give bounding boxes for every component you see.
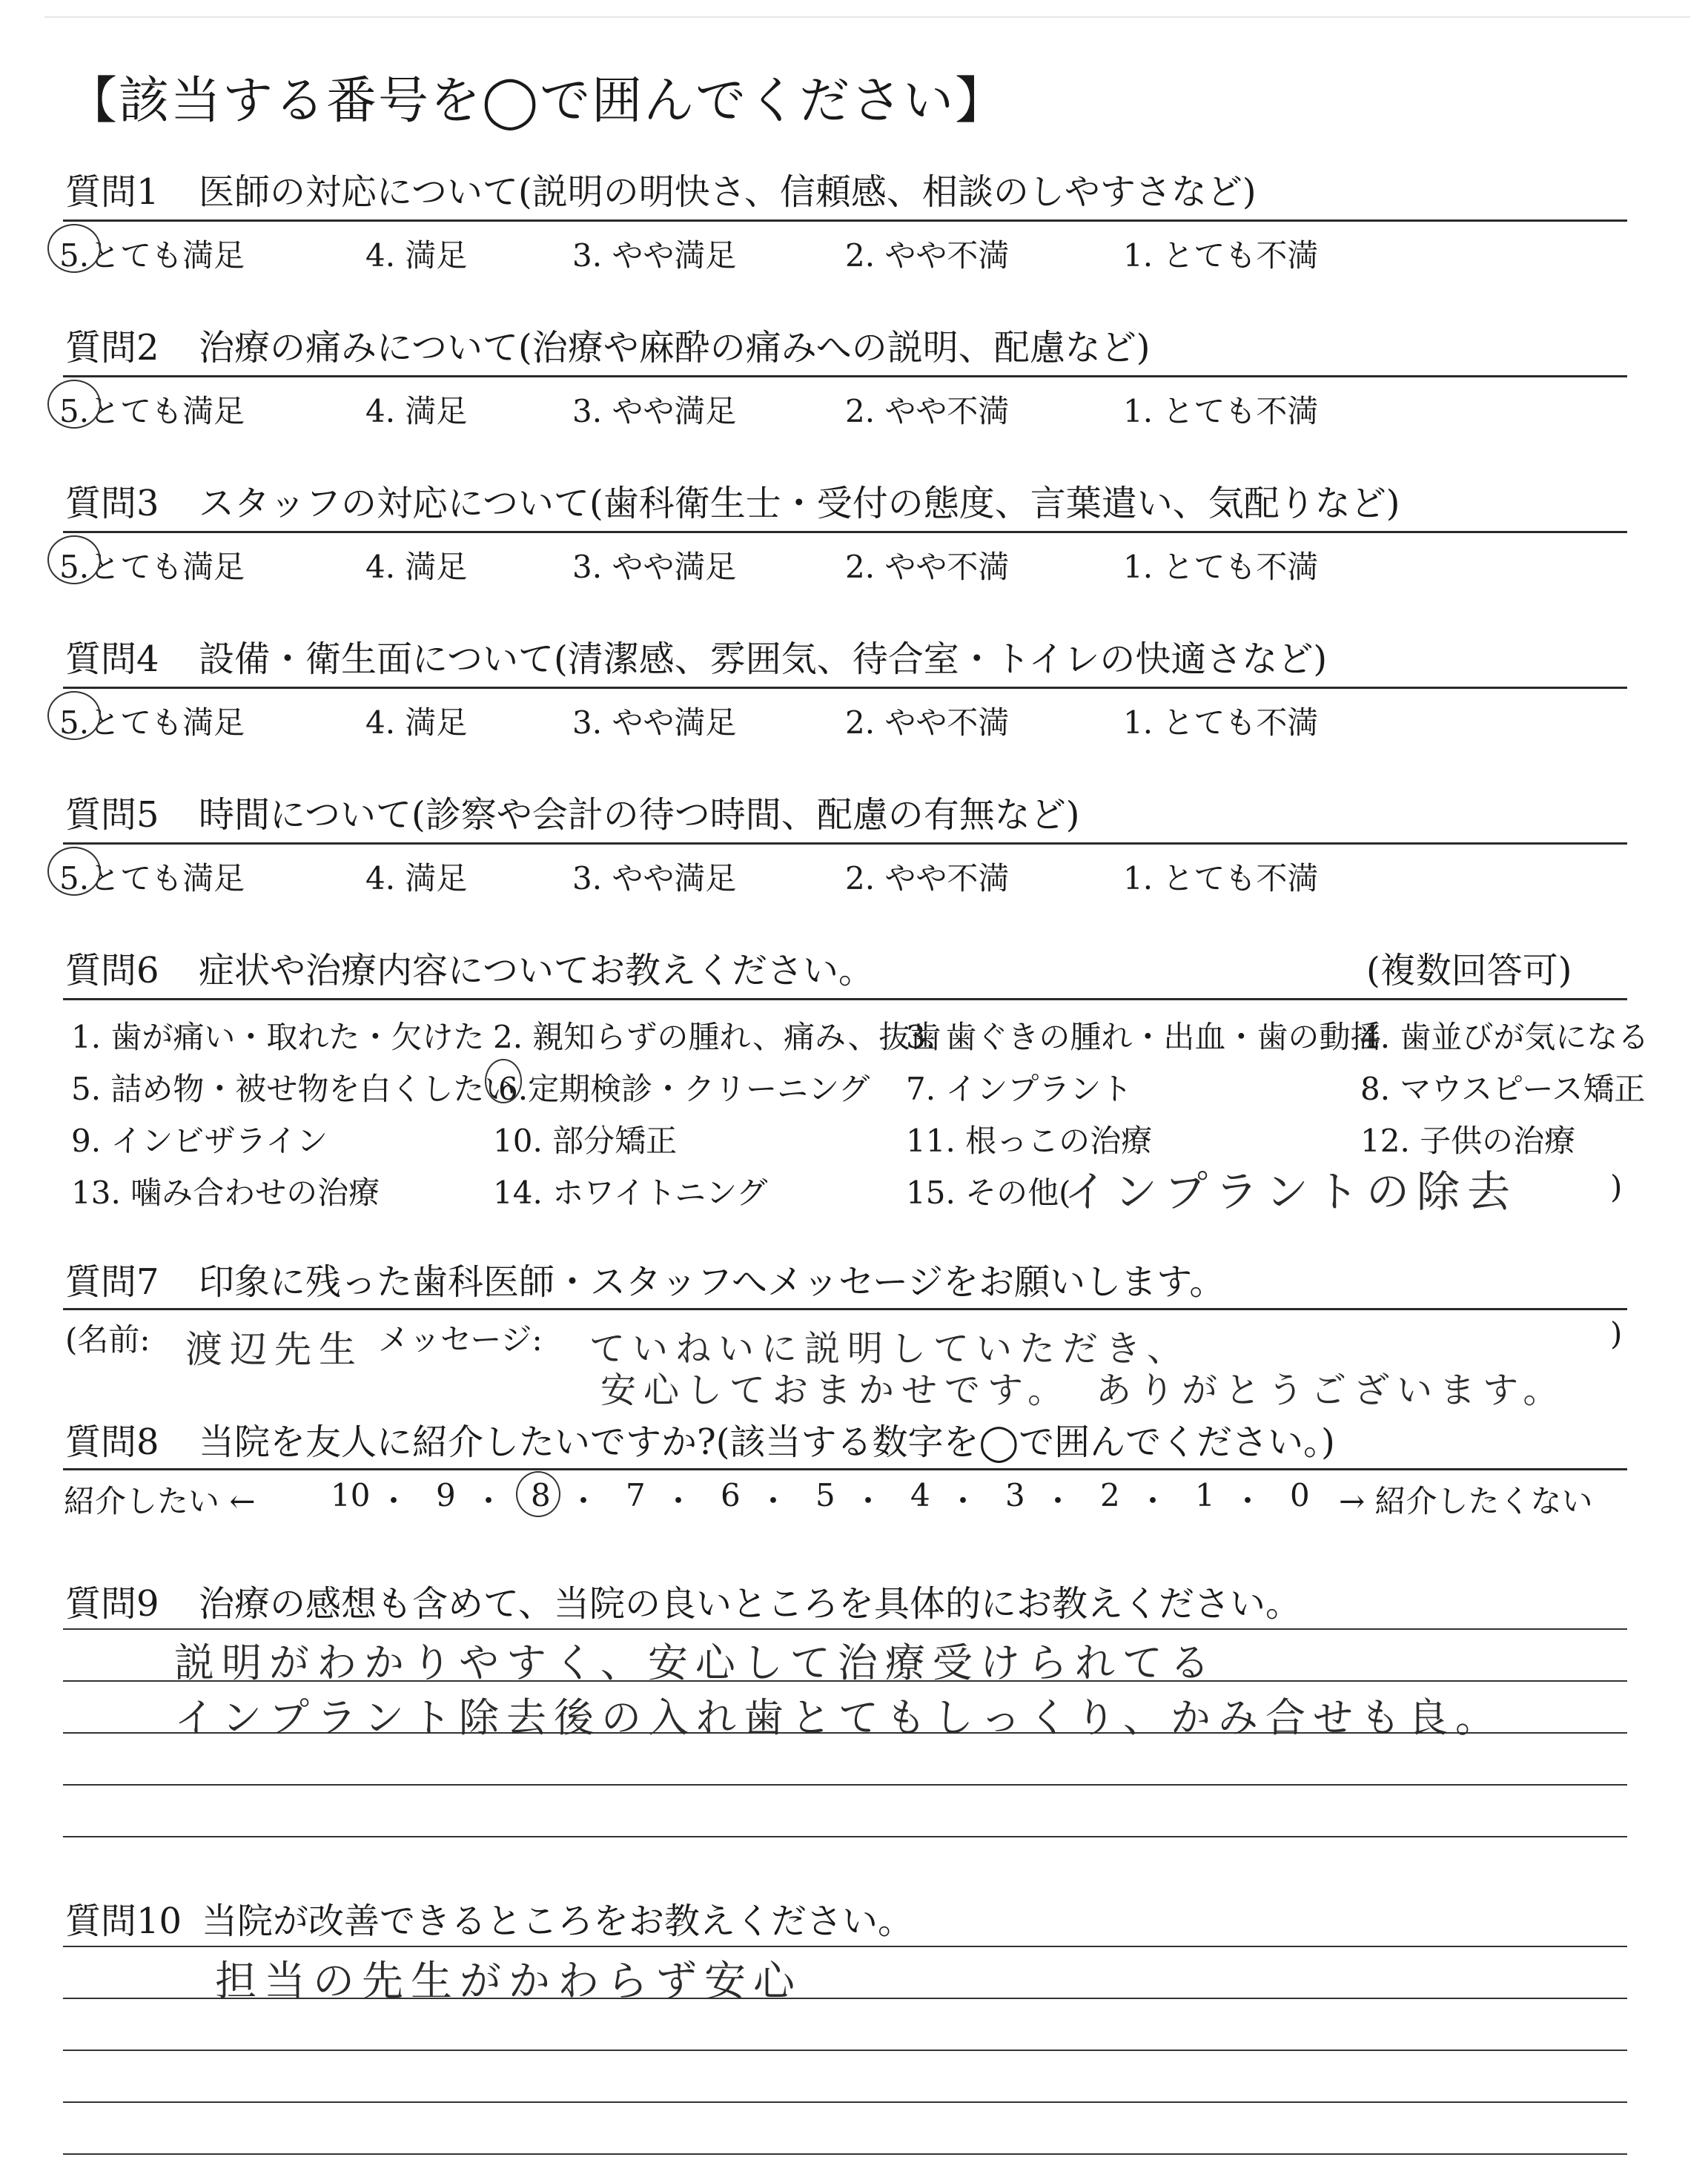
question-number: 質問7 [65, 1261, 159, 1303]
option-3[interactable]: 3. やや満足 [572, 393, 737, 429]
question-text: 症状や治療内容についてお教えください。 [199, 950, 875, 991]
question-7 [65, 1253, 1225, 1304]
symptom-item[interactable]: 12. 子供の治療 [1360, 1123, 1576, 1159]
question-1 [65, 163, 1257, 214]
scale-value-3[interactable]: 3 [1005, 1477, 1025, 1513]
selection-circle [47, 380, 101, 429]
scale-value-1[interactable]: 1 [1195, 1477, 1215, 1513]
scan-edge [44, 16, 1690, 18]
question-rule [63, 687, 1627, 689]
scale-value-7[interactable]: 7 [626, 1477, 646, 1513]
question-2 [65, 319, 1151, 370]
scale-value-0[interactable]: 0 [1290, 1477, 1310, 1513]
option-4[interactable]: 4. 満足 [365, 860, 468, 896]
selection-circle [47, 847, 101, 896]
scale-value-9[interactable]: 9 [436, 1477, 456, 1513]
option-4[interactable]: 4. 満足 [365, 237, 468, 274]
selection-circle [47, 224, 101, 273]
improvement-handwritten-line1: 担当の先生がかわらず安心 [215, 1958, 802, 2006]
question-text: 設備・衛生面について(清潔感、雰囲気、待合室・トイレの快適さなど) [199, 638, 1328, 680]
scale-value-8[interactable]: 8 [531, 1477, 551, 1513]
question-number: 質問1 [65, 171, 159, 213]
option-5[interactable]: 5.とても満足 [59, 549, 245, 585]
scale-left-label: 紹介したい ← [64, 1483, 256, 1519]
question-rule [63, 998, 1627, 1000]
answer-line [63, 1628, 1627, 1630]
scale-separator: ・ [473, 1483, 505, 1519]
question-10 [65, 1892, 913, 1943]
question-number: 質問3 [65, 483, 159, 524]
scale-separator: ・ [568, 1483, 600, 1519]
option-1[interactable]: 1. とても不満 [1123, 237, 1319, 274]
option-5[interactable]: 5.とても満足 [59, 237, 245, 274]
selection-circle [516, 1471, 560, 1517]
scale-value-2[interactable]: 2 [1100, 1477, 1120, 1513]
question-text: 時間について(診察や会計の待つ時間、配慮の有無など) [199, 794, 1080, 836]
answer-line [63, 2153, 1627, 2155]
question-6 [65, 942, 1572, 993]
option-3[interactable]: 3. やや満足 [572, 704, 737, 741]
option-2[interactable]: 2. やや不満 [845, 549, 1010, 585]
question-number: 質問9 [65, 1583, 159, 1625]
option-4[interactable]: 4. 満足 [365, 704, 468, 741]
option-5[interactable]: 5.とても満足 [59, 393, 245, 429]
symptom-item[interactable]: 8. マウスピース矯正 [1360, 1071, 1646, 1107]
question-number: 質問6 [65, 950, 159, 991]
question-rule [63, 842, 1627, 845]
question-3 [65, 475, 1400, 526]
selection-circle [485, 1059, 522, 1103]
other-handwritten-answer: インプラントの除去 [1064, 1166, 1518, 1217]
answer-line [63, 2050, 1627, 2051]
scale-value-5[interactable]: 5 [815, 1477, 835, 1513]
symptom-item[interactable]: 14. ホワイトニング [493, 1175, 768, 1211]
symptom-item[interactable]: 5. 詰め物・被せ物を白くしたい [71, 1071, 516, 1107]
option-3[interactable]: 3. やや満足 [572, 549, 737, 585]
option-3[interactable]: 3. やや満足 [572, 237, 737, 274]
question-number: 質問2 [65, 327, 159, 369]
scale-separator: ・ [947, 1483, 979, 1519]
symptom-item[interactable]: 1. 歯が痛い・取れた・欠けた [71, 1019, 485, 1055]
answer-line [63, 1784, 1627, 1786]
option-5[interactable]: 5.とても満足 [59, 704, 245, 741]
instruction-title: 【該当する番号を◯で囲んでください】 [67, 72, 1007, 131]
question-rule [63, 1468, 1627, 1470]
question-text: 医師の対応について(説明の明快さ、信頼感、相談のしやすさなど) [199, 171, 1257, 213]
question-text: 印象に残った歯科医師・スタッフへメッセージをお願いします。 [199, 1261, 1225, 1303]
name-handwritten: 渡辺先生 [185, 1328, 363, 1371]
good-points-handwritten-line2: インプラント除去後の入れ歯とてもしっくり、かみ合せも良。 [174, 1694, 1503, 1741]
scale-separator: ・ [663, 1483, 695, 1519]
question-rule [63, 1308, 1627, 1310]
question-rule [63, 531, 1627, 533]
question-text: 当院を友人に紹介したいですか?(該当する数字を◯で囲んでください。) [199, 1421, 1335, 1463]
scale-separator: ・ [853, 1483, 884, 1519]
scale-separator: ・ [1137, 1483, 1169, 1519]
message-close-paren: ) [1610, 1315, 1623, 1352]
option-5[interactable]: 5.とても満足 [59, 860, 245, 896]
option-2[interactable]: 2. やや不満 [845, 860, 1010, 896]
question-number: 質問5 [65, 794, 159, 836]
name-label: (名前: [65, 1321, 150, 1358]
question-rule [63, 375, 1627, 377]
symptom-item-other[interactable]: 15. その他( [906, 1175, 1071, 1211]
scale-value-4[interactable]: 4 [910, 1477, 930, 1513]
option-1[interactable]: 1. とても不満 [1123, 393, 1319, 429]
question-text: 治療の痛みについて(治療や麻酔の痛みへの説明、配慮など) [199, 327, 1151, 369]
question-number: 質問10 [65, 1900, 182, 1942]
question-8 [65, 1413, 1335, 1464]
question-rule [63, 219, 1627, 222]
message-label: メッセージ: [378, 1321, 543, 1358]
question-9 [65, 1575, 1301, 1626]
question-text: 当院が改善できるところをお教えください。 [202, 1900, 914, 1942]
scale-separator: ・ [1042, 1483, 1074, 1519]
message-handwritten-line1: ていねいに説明していただき、 [589, 1328, 1191, 1370]
answer-line [63, 1836, 1627, 1837]
symptom-item[interactable]: 10. 部分矯正 [493, 1123, 678, 1159]
scale-separator: ・ [758, 1483, 790, 1519]
multiple-answer-note: (複数回答可) [1366, 950, 1572, 991]
option-2[interactable]: 2. やや不満 [845, 237, 1010, 274]
option-4[interactable]: 4. 満足 [365, 549, 468, 585]
scale-right-label: → 紹介したくない [1339, 1483, 1593, 1519]
question-number: 質問4 [65, 638, 159, 680]
question-number: 質問8 [65, 1421, 159, 1463]
symptom-item[interactable]: 4. 歯並びが気になる [1360, 1019, 1649, 1055]
scale-separator: ・ [378, 1483, 410, 1519]
symptom-item[interactable]: 13. 噛み合わせの治療 [71, 1175, 380, 1211]
option-1[interactable]: 1. とても不満 [1123, 549, 1319, 585]
symptom-item[interactable]: 3. 歯ぐきの腫れ・出血・歯の動揺 [906, 1019, 1382, 1055]
answer-line [63, 1946, 1627, 1947]
question-text: スタッフの対応について(歯科衛生士・受付の態度、言葉遣い、気配りなど) [199, 483, 1400, 524]
question-4 [65, 630, 1327, 681]
scale-separator: ・ [1232, 1483, 1264, 1519]
option-4[interactable]: 4. 満足 [365, 393, 468, 429]
option-2[interactable]: 2. やや不満 [845, 704, 1010, 741]
question-text: 治療の感想も含めて、当院の良いところを具体的にお教えください。 [199, 1583, 1302, 1625]
scale-value-10[interactable]: 10 [331, 1477, 371, 1513]
selection-circle [47, 535, 101, 584]
answer-line [63, 2101, 1627, 2103]
scale-value-6[interactable]: 6 [721, 1477, 741, 1513]
option-2[interactable]: 2. やや不満 [845, 393, 1010, 429]
option-3[interactable]: 3. やや満足 [572, 860, 737, 896]
symptom-item[interactable]: 7. インプラント [906, 1071, 1133, 1107]
other-close-paren: ) [1610, 1169, 1623, 1205]
symptom-item[interactable]: 9. インビザライン [71, 1123, 328, 1159]
option-1[interactable]: 1. とても不満 [1123, 704, 1319, 741]
symptom-item[interactable]: 6.定期検診・クリーニング [498, 1071, 870, 1107]
message-handwritten-line2: 安心しておまかせです。 ありがとうございます。 [600, 1370, 1566, 1411]
good-points-handwritten-line1: 説明がわかりやすく、安心して治療受けられてる [174, 1639, 1217, 1686]
selection-circle [47, 691, 101, 740]
option-1[interactable]: 1. とても不満 [1123, 860, 1319, 896]
symptom-item[interactable]: 2. 親知らずの腫れ、痛み、抜歯 [493, 1019, 941, 1055]
question-5 [65, 786, 1080, 837]
symptom-item[interactable]: 11. 根っこの治療 [906, 1123, 1153, 1159]
